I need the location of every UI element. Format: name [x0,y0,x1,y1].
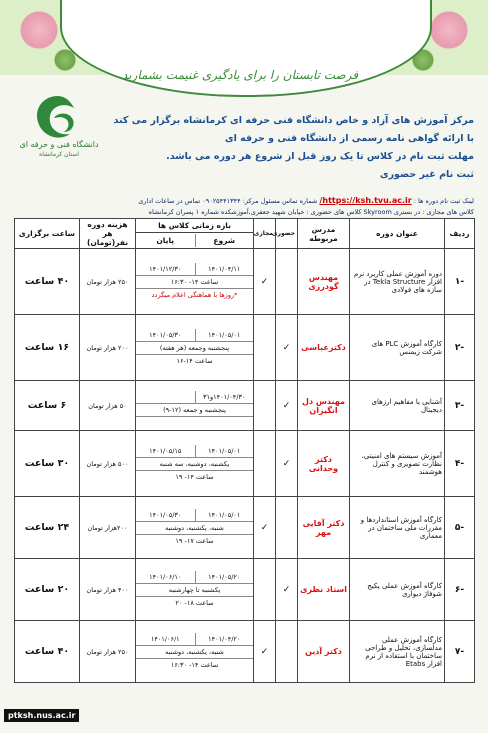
start-date: ۱۴۰۱/۰۴/۳۰و۳۱ [195,391,254,404]
header-instructor: مدرس مربوطه [298,219,350,249]
inperson-check [276,249,298,315]
intro-line: مهلت ثبت نام در کلاس تا یک روز قبل از شروع هر دوره می باشد. [166,151,474,162]
table-row [15,249,475,315]
row-number: -۷ [445,621,475,683]
course-title: آموزش سیستم های امنیتی، نظارت تصویری و کنترل هوشمند [350,431,445,497]
course-hours: ۴۰ ساعت [15,621,80,683]
header-end: پایان [156,235,175,245]
table-row [15,497,475,559]
virtual-check [254,315,276,381]
header-schedule: بازه زمانی کلاس ها [136,219,254,233]
header-hours: ساعت برگزاری [15,219,80,249]
instructor-name: استاد نظری [298,559,350,621]
logo-subtitle: استان کرمانشاه [39,151,79,158]
contact-info: شماره تماس مسئول مرکز: ۰۹۰۲۵۴۴۱۳۴۴ تماس در ساعات اداری [138,197,318,205]
logo-name: دانشگاه فنی و حرفه ای [19,140,99,149]
virtual-check: ✓ [254,249,276,315]
intro-line: با ارائه گواهی نامه رسمی از دانشگاه فنی و حرفه ای [224,133,474,144]
header-start: شروع [195,234,254,247]
course-fee: ۵۰۰ هزار تومان [80,431,136,497]
intro-line: ثبت نام غیر حضوری [379,169,474,180]
course-fee: ۵۰ هزار تومان [80,381,136,431]
headline: فرصت تابستان را برای یادگیری غنیمت بشمارید [121,68,359,82]
instructor-name: دکتر آقایی مهر [298,497,350,559]
class-days: پنجشنبه و جمعه (۱۲-۹) [136,404,253,417]
instructor-name: دکترعباسی [298,315,350,381]
table-header-row [15,219,475,233]
start-date: ۱۴۰۱/۰۵/۰۱ [195,509,254,522]
address-info: کلاس های مجازی : در بستری Skyroom کلاس های حضوری : خیابان شهید جعفری،آموزشکده شماره ۱ پسران کرمانشاه [148,208,474,216]
inperson-check: ✓ [276,381,298,431]
header-virtual: مجازی [254,219,276,249]
course-table [14,218,475,683]
inperson-check: ✓ [276,315,298,381]
virtual-check [254,381,276,431]
instructor-name: دکتر وحدانی [298,431,350,497]
start-date: ۱۴۰۱/۰۵/۰۱ [195,445,254,458]
intro-text [114,112,474,184]
end-date: ۱۴۰۱/۰۶/۱ [136,633,195,646]
intro-line: مرکز آموزش های آزاد و خاص دانشگاه فنی حرفه ای کرمانشاه برگزار می کند [113,115,474,126]
inperson-check [276,497,298,559]
links-block [14,195,474,218]
schedule-cell [136,315,254,381]
course-hours: ۳۰ ساعت [15,431,80,497]
schedule-cell [136,249,254,315]
site-watermark: ptksh.nus.ac.ir [4,709,79,722]
course-fee: ۲۰۰هزار تومان [80,497,136,559]
class-time: ساعت ۱۴- ۱۹ [175,472,214,481]
table-row [15,381,475,431]
header-fee: هزینه دوره هر نفر(تومان) [80,219,136,249]
start-date: ۱۴۰۱/۰۵/۲۰ [195,571,254,584]
virtual-check: ✓ [254,497,276,559]
virtual-check [254,431,276,497]
course-hours: ۴۰ ساعت [15,249,80,315]
class-days: ساعت ۱۴- ۱۶:۳۰ [136,276,253,289]
table-row [15,621,475,683]
header-title: عنوان دوره [350,219,445,249]
row-number: -۵ [445,497,475,559]
course-hours: ۲۰ ساعت [15,559,80,621]
course-fee: ۲۵۰ هزار تومان [80,249,136,315]
table-row [15,315,475,381]
schedule-cell [136,559,254,621]
row-number: -۴ [445,431,475,497]
schedule-cell [136,381,254,431]
row-number: -۲ [445,315,475,381]
course-title: کارگاه آموزش عملی مدلسازی، تحلیل و طراحی ساختمان با استفاده از نرم افزار Etabs [350,621,445,683]
virtual-check: ✓ [254,621,276,683]
class-time: *روزها با هماهنگی اعلام میگردد [151,290,238,299]
end-date: ۱۴۰۱/۰۵/۱۵ [136,445,195,458]
end-date: ۱۴۰۱/۰۵/۳۰ [136,329,195,342]
registration-link[interactable]: https://ksh.tvu.ac.ir/ [319,196,412,205]
row-number: -۳ [445,381,475,431]
row-number: -۶ [445,559,475,621]
course-title: دوره آموزش عملی کاربرد نرم افزار Tekla Structure در سازه های فولادی [350,249,445,315]
class-days: یکشنبه تا چهارشنبه [136,584,253,597]
inperson-check [276,621,298,683]
course-hours: ۱۶ ساعت [15,315,80,381]
end-date: ۱۴۰۱/۰۶/۱۰ [136,571,195,584]
schedule-cell [136,431,254,497]
start-date: ۱۴۰۱/۰۵/۰۱ [195,329,254,342]
course-hours: ۶ ساعت [15,381,80,431]
course-title: کارگاه آموزش استانداردها و مقررات ملی ساختمان در معماری [350,497,445,559]
end-date: ۱۴۰۱/۰۵/۳۰ [136,509,195,522]
course-fee: ۲۰۰ هزار تومان [80,315,136,381]
inperson-check: ✓ [276,431,298,497]
class-time: ساعت ۱۷- ۱۹ [175,536,214,545]
end-date: ۱۴۰۱/۱۲/۳۰ [136,263,195,276]
header-start-end [136,232,254,248]
class-days: پنجشنبه وجمعه (هر هفته) [136,342,253,355]
link-label: لینک ثبت نام دوره ها : [413,197,474,205]
course-title: آشنایی با مفاهیم ارزهای دیجیتال [350,381,445,431]
instructor-name: مهندس دل انگیزان [298,381,350,431]
virtual-check [254,559,276,621]
header-arch [60,0,432,97]
course-title: کارگاه آموزش PLC های شرکت زیمنس [350,315,445,381]
class-days: شنبه، یکشنبه، دوشنبه [136,522,253,535]
instructor-name: مهندس گودرزی [298,249,350,315]
instructor-name: دکتر آذین [298,621,350,683]
table-row [15,431,475,497]
schedule-cell [136,621,254,683]
row-number: -۱ [445,249,475,315]
course-fee: ۴۰۰ هزار تومان [80,559,136,621]
end-date [136,391,195,404]
class-time: ساعت ۱۴-۱۶ [176,356,213,365]
start-date: ۱۴۰۱/۰۴/۱۱ [195,263,254,276]
schedule-cell [136,497,254,559]
header-row-number: ردیف [445,219,475,249]
start-date: ۱۴۰۱/۰۴/۲۰ [195,633,254,646]
header-inperson: حضوری [276,219,298,249]
class-days: یکشنبه، دوشنبه، سه شنبه [136,458,253,471]
table-row [15,559,475,621]
class-time: ساعت ۱۴- ۱۶:۳۰ [170,660,219,669]
class-days: شنبه، یکشنبه، دوشنبه [136,646,253,659]
course-hours: ۲۴ ساعت [15,497,80,559]
class-time: ساعت ۱۸- ۲۰ [175,598,214,607]
inperson-check: ✓ [276,559,298,621]
class-time [136,417,253,421]
course-title: کارگاه آموزش عملی پکیج شوفاژ دیواری [350,559,445,621]
course-fee: ۲۵۰ هزار تومان [80,621,136,683]
